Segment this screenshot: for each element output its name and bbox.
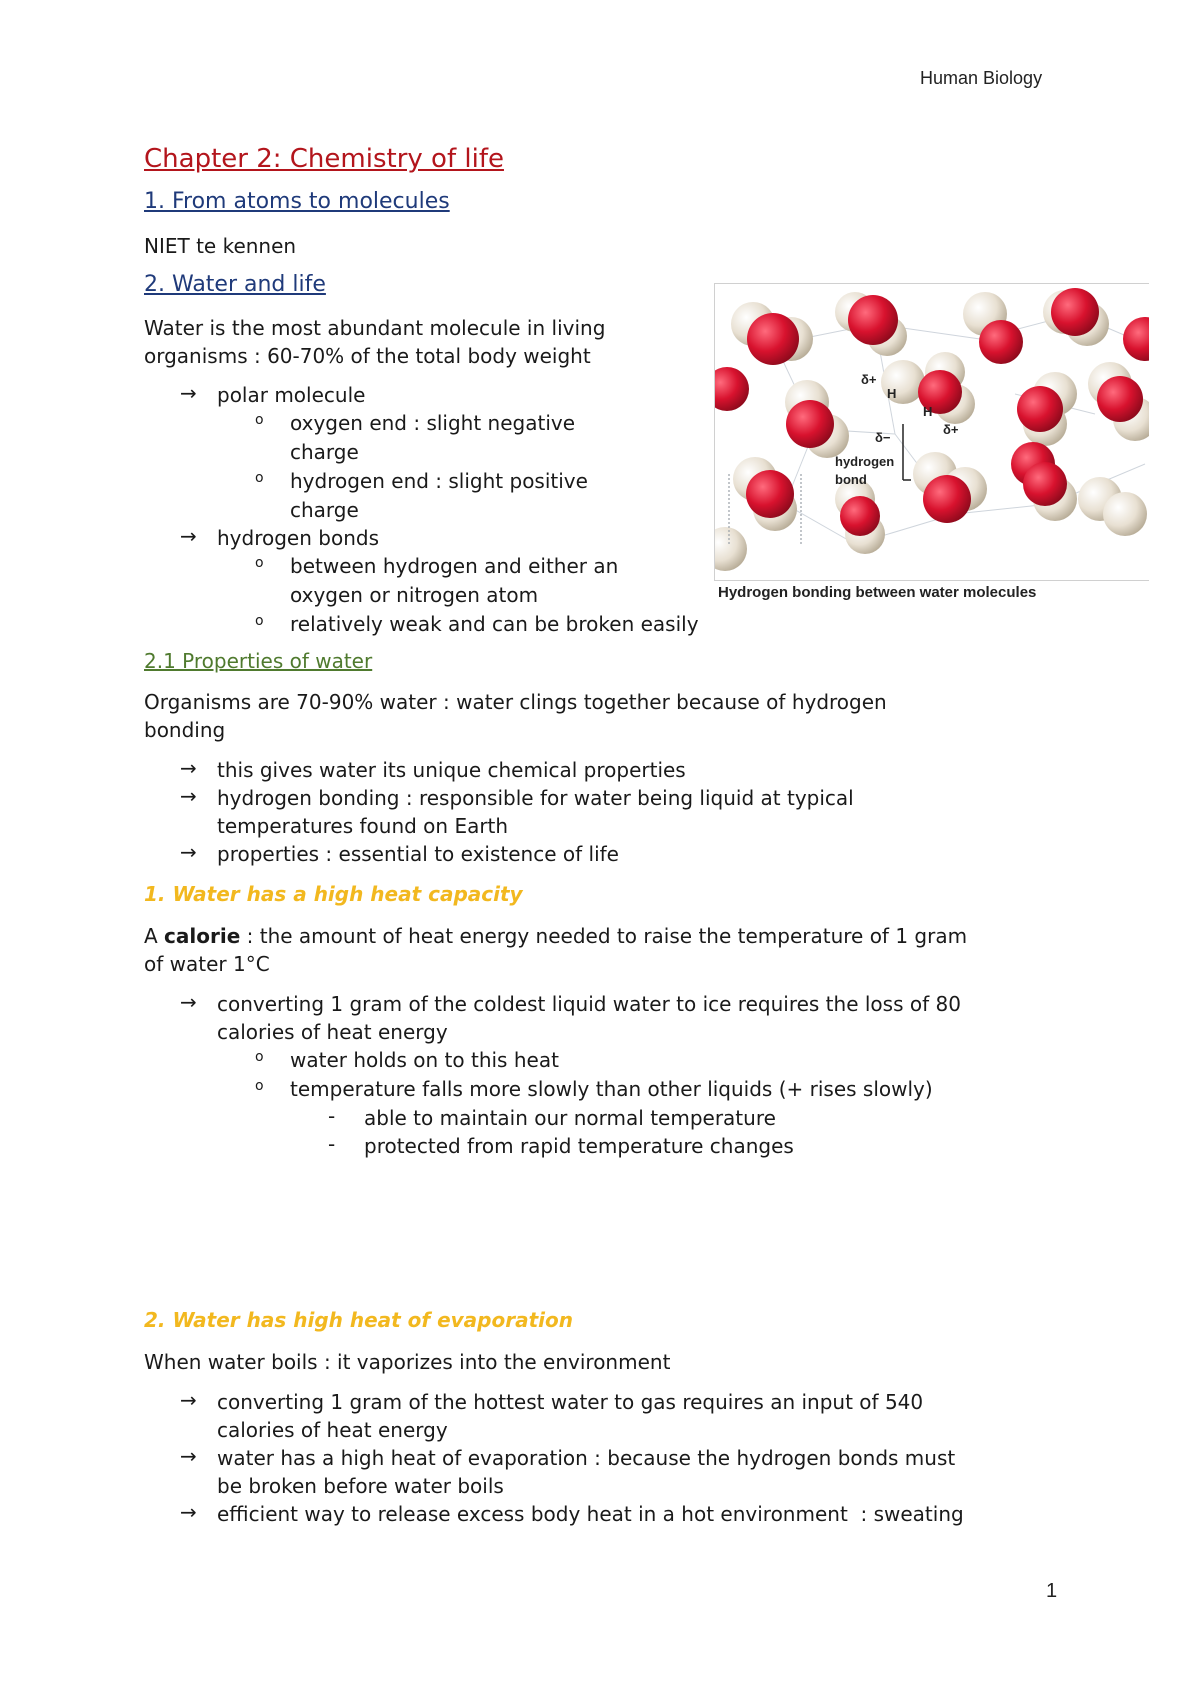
delta-plus-label: δ+ <box>861 372 877 387</box>
list-item: hydrogen bonding : responsible for water being liquid at typical <box>217 786 854 810</box>
list-item: efficient way to release excess body heat in a hot environment : sweating <box>217 1502 964 1526</box>
circle-bullet-icon: o <box>255 1049 264 1065</box>
arrow-bullet-icon: → <box>180 1444 197 1468</box>
section-heading-water-life: 2. Water and life <box>144 272 326 297</box>
circle-bullet-icon: o <box>255 470 264 486</box>
list-item: converting 1 gram of the hottest water to gas requires an input of 540 <box>217 1390 924 1414</box>
circle-bullet-icon: o <box>255 1078 264 1094</box>
list-item: water holds on to this heat <box>290 1048 559 1072</box>
arrow-bullet-icon: → <box>180 840 197 864</box>
subheading-heat-capacity: 1. Water has a high heat capacity <box>144 882 523 906</box>
list-item: water has a high heat of evaporation : because the hydrogen bonds must <box>217 1446 956 1470</box>
hydrogen-bond-label: hydrogen <box>835 454 895 469</box>
list-item: converting 1 gram of the coldest liquid water to ice requires the loss of 80 <box>217 992 961 1016</box>
circle-bullet-icon: o <box>255 412 264 428</box>
figure-caption: Hydrogen bonding between water molecules <box>718 584 1037 601</box>
definition-text: : the amount of heat energy needed to raise the temperature of 1 gram <box>240 924 968 948</box>
list-item-continuation: oxygen or nitrogen atom <box>290 583 539 607</box>
list-item-continuation: calories of heat energy <box>217 1020 448 1044</box>
list-item-continuation: charge <box>290 498 359 522</box>
section-heading-atoms: 1. From atoms to molecules <box>144 189 450 214</box>
oxygen-atom-label: O <box>897 412 908 427</box>
arrow-bullet-icon: → <box>180 1388 197 1412</box>
list-item: oxygen end : slight negative <box>290 411 576 435</box>
paragraph-line: Water is the most abundant molecule in living <box>144 316 606 340</box>
dash-bullet-icon: - <box>328 1132 336 1156</box>
chapter-title: Chapter 2: Chemistry of life <box>144 144 504 174</box>
definition-prefix: A <box>144 924 165 948</box>
delta-minus-label: δ− <box>875 430 891 445</box>
delta-plus-label: δ+ <box>943 422 959 437</box>
subheading-evaporation: 2. Water has high heat of evaporation <box>144 1308 573 1332</box>
list-item: properties : essential to existence of life <box>217 842 619 866</box>
arrow-bullet-icon: → <box>180 1500 197 1524</box>
arrow-bullet-icon: → <box>180 990 197 1014</box>
circle-bullet-icon: o <box>255 555 264 571</box>
list-item: hydrogen bonds <box>217 526 379 550</box>
list-item-continuation: charge <box>290 440 359 464</box>
list-item: between hydrogen and either an <box>290 554 619 578</box>
paragraph-line: organisms : 60-70% of the total body weight <box>144 344 591 368</box>
list-item: relatively weak and can be broken easily <box>290 612 699 636</box>
page-number: 1 <box>1046 1580 1058 1602</box>
list-item-continuation: calories of heat energy <box>217 1418 448 1442</box>
list-item: hydrogen end : slight positive <box>290 469 588 493</box>
running-header: Human Biology <box>920 68 1043 88</box>
arrow-bullet-icon: → <box>180 756 197 780</box>
hydrogen-atom-label: H <box>923 404 933 419</box>
hydrogen-bond-label: bond <box>835 472 867 487</box>
subsection-heading-properties: 2.1 Properties of water <box>144 649 373 673</box>
water-molecules-figure <box>714 283 1149 581</box>
dash-bullet-icon: - <box>328 1104 336 1128</box>
paragraph-line: Organisms are 70-90% water : water clings together because of hydrogen <box>144 690 887 714</box>
list-item: temperature falls more slowly than other liquids (+ rises slowly) <box>290 1077 933 1101</box>
arrow-bullet-icon: → <box>180 524 197 548</box>
list-item-continuation: be broken before water boils <box>217 1474 504 1498</box>
list-item: protected from rapid temperature changes <box>364 1134 794 1158</box>
hydrogen-atom-label: H <box>887 386 897 401</box>
list-item: able to maintain our normal temperature <box>364 1106 776 1130</box>
paragraph-line: of water 1°C <box>144 952 270 976</box>
definition-term: calorie <box>164 924 241 948</box>
section-body-niet: NIET te kennen <box>144 234 297 258</box>
list-item: polar molecule <box>217 383 366 407</box>
paragraph-line: bonding <box>144 718 226 742</box>
circle-bullet-icon: o <box>255 613 264 629</box>
arrow-bullet-icon: → <box>180 784 197 808</box>
arrow-bullet-icon: → <box>180 381 197 405</box>
definition-line <box>144 922 967 950</box>
list-item-continuation: temperatures found on Earth <box>217 814 509 838</box>
paragraph-line: When water boils : it vaporizes into the environment <box>144 1350 671 1374</box>
list-item: this gives water its unique chemical properties <box>217 758 686 782</box>
hydrogen-bonding-illustration <box>715 284 1149 580</box>
